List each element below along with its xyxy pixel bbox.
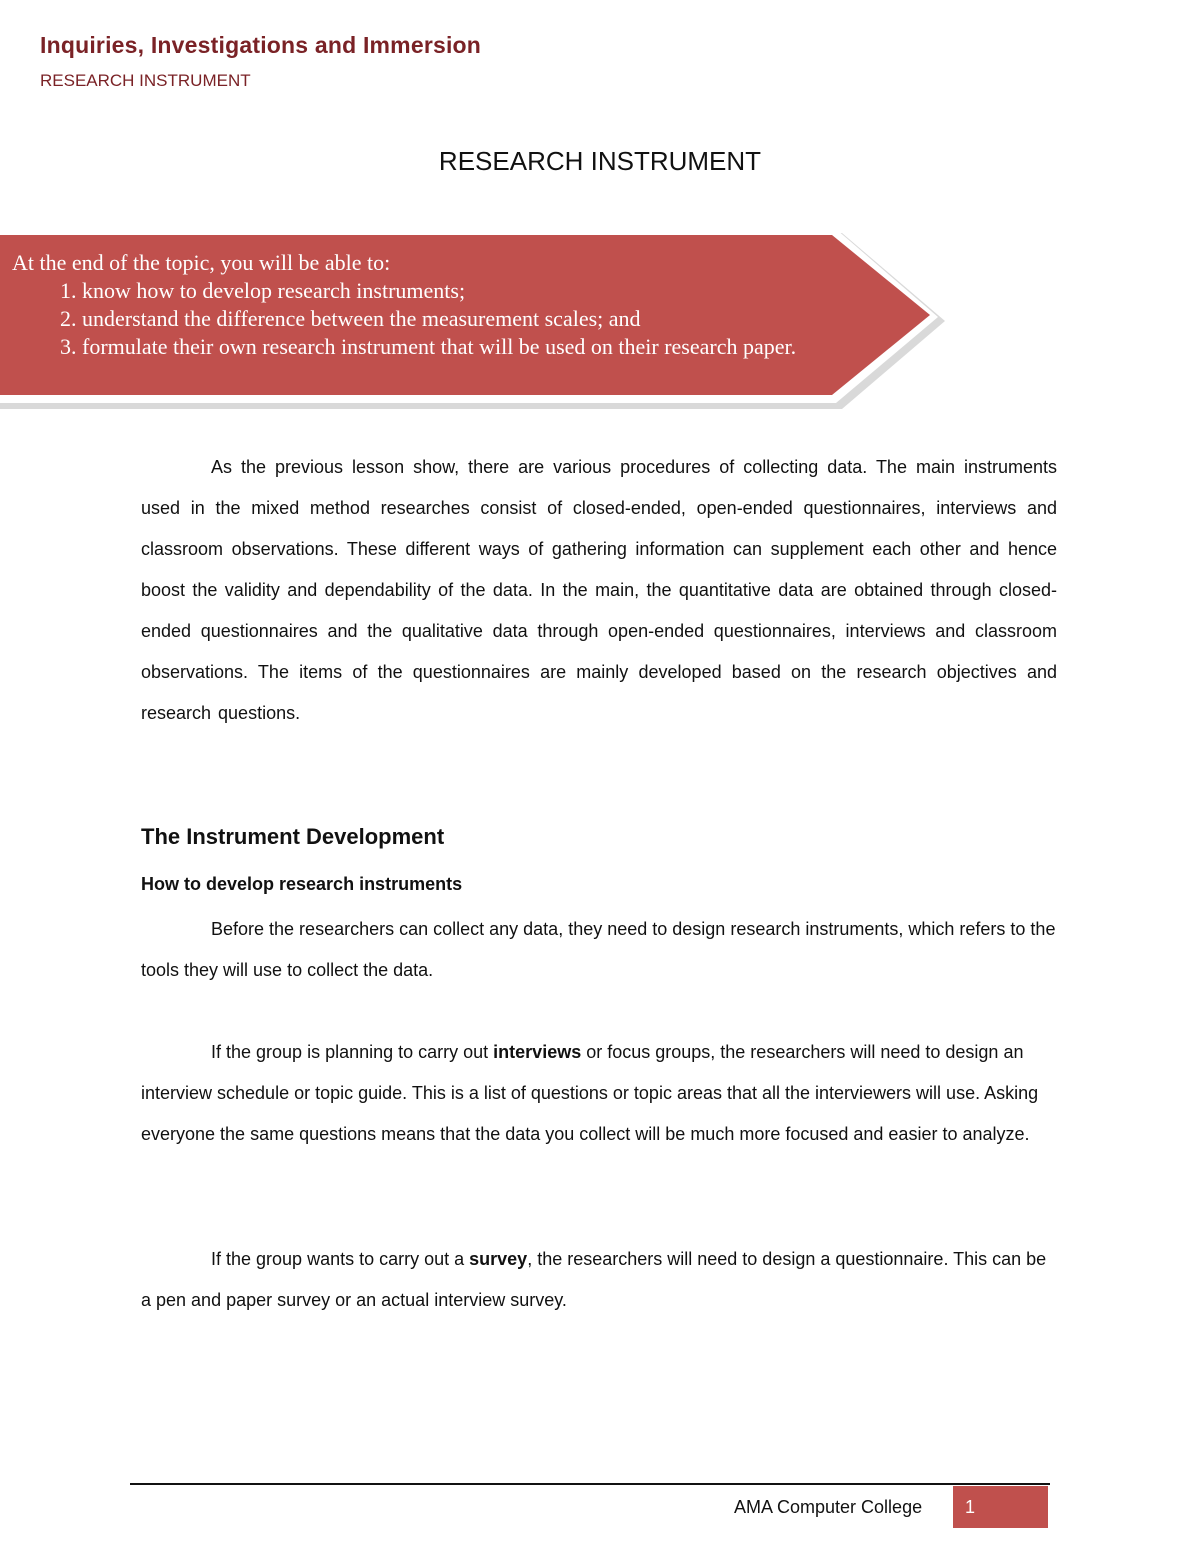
objective-item: 3. formulate their own research instrument that will be used on their research paper. xyxy=(60,334,797,359)
section-subheading: How to develop research instruments xyxy=(141,874,463,894)
paragraph-instruments: Before the researchers can collect any data, they need to design research instruments, which refers to the tools they will use to collect the data. xyxy=(141,919,1056,980)
objectives-banner xyxy=(0,225,950,415)
document-title: RESEARCH INSTRUMENT xyxy=(438,146,762,176)
paragraph-interviews xyxy=(141,1032,1057,1155)
bold-term: interviews xyxy=(493,1042,582,1062)
paragraph-survey xyxy=(141,1239,1057,1321)
paragraph-text: or focus groups, the researchers will need to design an interview schedule or topic guide. This is a list of questions or topic areas that all the interviewers will use. Asking everyone the same questions means that the data you collect will be much more focused and easier to analyze. xyxy=(141,1042,1039,1144)
section-heading: The Instrument Development xyxy=(141,824,445,849)
footer-college: AMA Computer College xyxy=(734,1497,923,1517)
footer-rule xyxy=(130,1483,1050,1485)
paragraph-text: , the researchers will need to design a questionnaire. This can be a pen and paper survey or an actual interview survey. xyxy=(141,1249,1047,1310)
objective-item: 2. understand the difference between the measurement scales; and xyxy=(60,306,641,331)
header-title: Inquiries, Investigations and Immersion xyxy=(40,32,482,58)
objective-item: 1. know how to develop research instruments; xyxy=(60,278,466,303)
header-subtitle: RESEARCH INSTRUMENT xyxy=(40,71,251,90)
bold-term: survey xyxy=(469,1249,528,1269)
page-number-badge xyxy=(953,1486,1048,1528)
intro-paragraph: As the previous lesson show, there are various procedures of collecting data. The main instruments used in the mixed method researches consist of closed-ended, open-ended questionnaires, interviews and classroom observations. These different ways of gathering information can supplement each other and hence boost the validity and dependability of the data. In the main, the quantitative data are obtained through closed-ended questionnaires and the qualitative data through open-ended questionnaires, interviews and classroom observations. The items of the questionnaires are mainly developed based on the research objectives and research questions. xyxy=(141,457,1057,723)
paragraph-text: If the group wants to carry out a xyxy=(211,1249,470,1269)
objectives-intro: At the end of the topic, you will be able to: xyxy=(12,250,391,275)
paragraph-text: If the group is planning to carry out xyxy=(211,1042,494,1062)
page-number: 1 xyxy=(965,1497,976,1517)
objectives-text xyxy=(12,249,796,361)
